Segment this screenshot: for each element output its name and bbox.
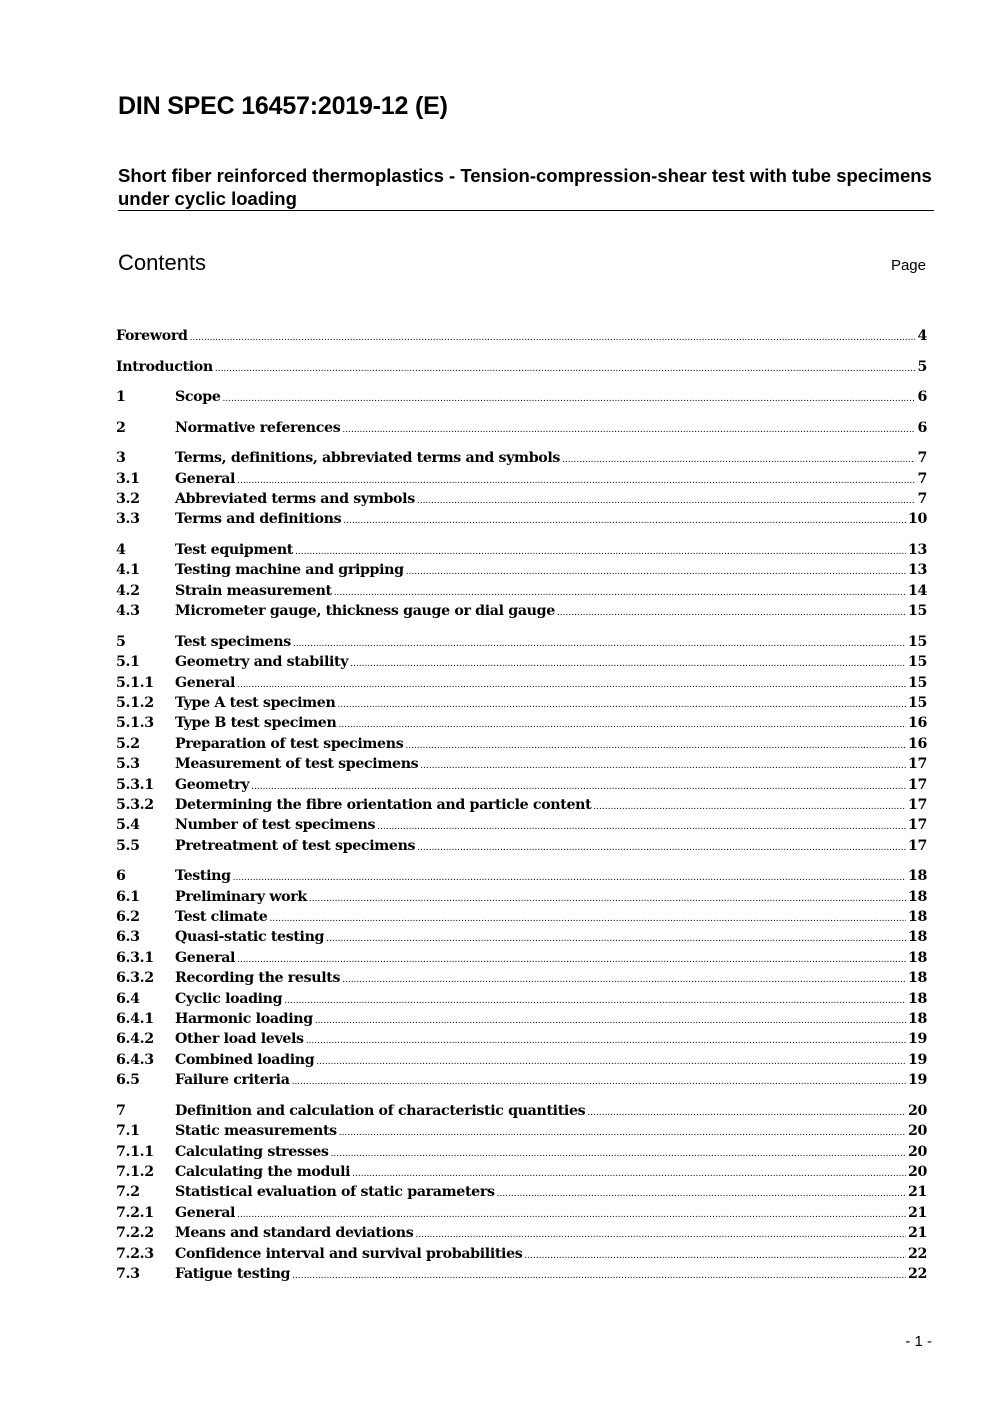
toc-entry-title: Pretreatment of test specimens xyxy=(175,837,416,854)
toc-entry-number: 7.2.1 xyxy=(116,1204,154,1221)
toc-entry-page: 19 xyxy=(907,1051,927,1068)
toc-entry[interactable] xyxy=(116,420,927,440)
toc-entry[interactable] xyxy=(116,389,927,409)
toc-entry-number: 3.2 xyxy=(116,491,140,508)
toc-entry-page: 20 xyxy=(907,1163,927,1180)
toc-entry-title: General xyxy=(175,949,236,966)
toc-dot-leader xyxy=(237,955,906,965)
toc-entry[interactable] xyxy=(116,1205,927,1225)
toc-dot-leader xyxy=(417,843,906,853)
table-of-contents xyxy=(116,328,927,1286)
toc-entry[interactable] xyxy=(116,817,927,837)
toc-dot-leader xyxy=(284,996,906,1006)
toc-entry-title: Calculating the moduli xyxy=(175,1163,351,1180)
toc-dot-leader xyxy=(315,1016,906,1026)
toc-entry[interactable] xyxy=(116,328,927,348)
toc-entry-title: Means and standard deviations xyxy=(175,1225,414,1242)
toc-entry-number: 3 xyxy=(116,450,126,467)
toc-dot-leader xyxy=(405,741,906,751)
toc-dot-leader xyxy=(338,720,906,730)
toc-entry-number: 6.4.3 xyxy=(116,1051,154,1068)
toc-entry-page: 16 xyxy=(907,735,927,752)
toc-entry[interactable] xyxy=(116,715,927,735)
toc-entry-page: 17 xyxy=(907,776,927,793)
toc-entry-title: Abbreviated terms and symbols xyxy=(175,491,415,508)
toc-entry-title: Type B test specimen xyxy=(175,715,337,732)
toc-entry-title: Test climate xyxy=(175,909,268,926)
toc-entry-page: 21 xyxy=(907,1204,927,1221)
toc-entry[interactable] xyxy=(116,889,927,909)
toc-entry[interactable] xyxy=(116,1052,927,1072)
toc-dot-leader xyxy=(406,567,906,577)
toc-dot-leader xyxy=(524,1251,906,1261)
toc-dot-leader xyxy=(190,333,916,343)
contents-heading: Contents xyxy=(118,250,207,275)
toc-dot-leader xyxy=(417,496,916,506)
toc-entry-number: 5 xyxy=(116,633,126,650)
toc-entry-title: Calculating stresses xyxy=(175,1143,329,1160)
toc-entry-page: 17 xyxy=(907,796,927,813)
toc-entry[interactable] xyxy=(116,1246,927,1266)
page-column-heading: Page xyxy=(890,257,926,274)
toc-dot-leader xyxy=(339,1128,906,1138)
toc-dot-leader xyxy=(420,761,906,771)
toc-dot-leader xyxy=(292,1271,906,1281)
toc-entry-title: Confidence interval and survival probabilities xyxy=(175,1245,523,1262)
toc-dot-leader xyxy=(306,1036,906,1046)
toc-entry[interactable] xyxy=(116,991,927,1011)
toc-dot-leader xyxy=(251,782,906,792)
toc-entry-number: 5.1.1 xyxy=(116,674,154,691)
toc-entry-page: 18 xyxy=(907,1011,927,1028)
toc-dot-leader xyxy=(342,975,906,985)
toc-entry-number: 2 xyxy=(116,419,126,436)
toc-entry-page: 16 xyxy=(907,715,927,732)
toc-entry[interactable] xyxy=(116,777,927,797)
title-divider xyxy=(118,210,934,211)
toc-entry-page: 10 xyxy=(907,511,927,528)
toc-dot-leader xyxy=(334,588,906,598)
toc-entry-title: Foreword xyxy=(116,328,188,344)
toc-entry-title: Test specimens xyxy=(175,633,291,650)
toc-entry-page: 18 xyxy=(907,970,927,987)
document-subtitle: Short fiber reinforced thermoplastics - Tension-compression-shear test with tube specimens under cyclic loading xyxy=(118,165,932,209)
toc-entry-page: 15 xyxy=(907,603,927,620)
toc-entry[interactable] xyxy=(116,797,927,817)
toc-entry-number: 7.1.1 xyxy=(116,1143,154,1160)
toc-entry-title: Scope xyxy=(175,389,221,406)
toc-entry-page: 18 xyxy=(907,888,927,905)
toc-dot-leader xyxy=(237,1210,906,1220)
toc-entry-page: 15 xyxy=(907,654,927,671)
toc-entry-page: 13 xyxy=(907,562,927,579)
toc-entry[interactable] xyxy=(116,868,927,888)
toc-dot-leader xyxy=(415,1230,906,1240)
toc-entry-number: 1 xyxy=(116,389,126,406)
toc-entry-number: 6.2 xyxy=(116,909,140,926)
toc-entry[interactable] xyxy=(116,929,927,949)
toc-entry-title: General xyxy=(175,674,236,691)
toc-entry-number: 6.3.2 xyxy=(116,970,154,987)
toc-entry-title: Quasi-static testing xyxy=(175,929,325,946)
toc-dot-leader xyxy=(343,516,906,526)
toc-entry-title: Test equipment xyxy=(175,542,294,559)
toc-dot-leader xyxy=(337,700,906,710)
toc-entry-number: 4.3 xyxy=(116,603,140,620)
toc-entry-page: 14 xyxy=(907,582,927,599)
toc-entry[interactable] xyxy=(116,1266,927,1286)
toc-dot-leader xyxy=(269,914,906,924)
toc-entry[interactable] xyxy=(116,1072,927,1092)
toc-entry-number: 6.1 xyxy=(116,888,140,905)
toc-entry-number: 5.4 xyxy=(116,817,140,834)
toc-entry-number: 6.4 xyxy=(116,990,140,1007)
toc-entry[interactable] xyxy=(116,970,927,990)
toc-entry-title: Normative references xyxy=(175,419,341,436)
toc-entry-number: 6.5 xyxy=(116,1072,140,1089)
toc-entry-page: 15 xyxy=(907,694,927,711)
toc-entry-title: Recording the results xyxy=(175,970,341,987)
toc-entry-number: 6.3 xyxy=(116,929,140,946)
toc-entry-title: Combined loading xyxy=(175,1051,315,1068)
toc-entry-page: 6 xyxy=(917,419,927,436)
toc-entry-title: Geometry and stability xyxy=(175,654,349,671)
toc-dot-leader xyxy=(497,1189,906,1199)
toc-entry-number: 7.2.2 xyxy=(116,1225,154,1242)
toc-entry-page: 20 xyxy=(907,1102,927,1119)
toc-entry-title: Preparation of test specimens xyxy=(175,735,404,752)
toc-entry-page: 18 xyxy=(907,990,927,1007)
toc-entry-page: 5 xyxy=(917,358,927,375)
toc-dot-leader xyxy=(350,659,906,669)
toc-entry-number: 4.1 xyxy=(116,562,140,579)
toc-entry-number: 7.3 xyxy=(116,1265,140,1282)
toc-entry[interactable] xyxy=(116,1225,927,1245)
toc-entry-number: 3.3 xyxy=(116,511,140,528)
toc-entry[interactable] xyxy=(116,491,927,511)
toc-entry-number: 5.3.2 xyxy=(116,796,154,813)
toc-entry-title: Preliminary work xyxy=(175,888,307,905)
toc-entry[interactable] xyxy=(116,838,927,858)
toc-entry-number: 5.3 xyxy=(116,756,140,773)
toc-entry-number: 6.3.1 xyxy=(116,949,154,966)
page-number-footer: - 1 - xyxy=(905,1333,932,1350)
toc-entry-number: 7.2 xyxy=(116,1184,140,1201)
toc-dot-leader xyxy=(237,680,906,690)
toc-entry-page: 17 xyxy=(907,817,927,834)
toc-entry-number: 5.1 xyxy=(116,654,140,671)
toc-dot-leader xyxy=(295,547,906,557)
toc-entry-title: Terms and definitions xyxy=(175,511,342,528)
toc-entry-title: Strain measurement xyxy=(175,582,332,599)
toc-dot-leader xyxy=(593,802,906,812)
toc-entry-number: 3.1 xyxy=(116,470,140,487)
toc-entry-title: Definition and calculation of characteristic quantities xyxy=(175,1102,586,1119)
toc-entry-number: 5.1.2 xyxy=(116,694,154,711)
toc-entry-page: 21 xyxy=(907,1184,927,1201)
toc-entry-title: General xyxy=(175,470,236,487)
toc-entry[interactable] xyxy=(116,675,927,695)
toc-dot-leader xyxy=(292,1077,906,1087)
toc-dot-leader xyxy=(309,894,906,904)
toc-entry-page: 22 xyxy=(907,1245,927,1262)
document-title: DIN SPEC 16457:2019-12 (E) xyxy=(118,92,448,120)
toc-entry-title: Determining the fibre orientation and particle content xyxy=(175,796,592,813)
toc-entry-number: 5.2 xyxy=(116,735,140,752)
toc-entry[interactable] xyxy=(116,1123,927,1143)
toc-entry-page: 7 xyxy=(917,450,927,467)
toc-entry[interactable] xyxy=(116,1031,927,1051)
toc-entry-title: Other load levels xyxy=(175,1031,304,1048)
toc-entry-page: 17 xyxy=(907,756,927,773)
toc-entry-number: 4.2 xyxy=(116,582,140,599)
toc-dot-leader xyxy=(233,873,906,883)
toc-entry-number: 4 xyxy=(116,542,126,559)
toc-dot-leader xyxy=(557,608,906,618)
toc-entry[interactable] xyxy=(116,542,927,562)
toc-entry-title: Fatigue testing xyxy=(175,1265,291,1282)
toc-dot-leader xyxy=(377,822,906,832)
toc-entry[interactable] xyxy=(116,654,927,674)
toc-dot-leader xyxy=(562,455,915,465)
toc-entry-page: 19 xyxy=(907,1031,927,1048)
toc-entry[interactable] xyxy=(116,1164,927,1184)
toc-entry-page: 4 xyxy=(917,328,927,344)
toc-entry-page: 7 xyxy=(917,470,927,487)
toc-entry-page: 18 xyxy=(907,868,927,885)
toc-entry-page: 18 xyxy=(907,949,927,966)
toc-entry-title: Micrometer gauge, thickness gauge or dial gauge xyxy=(175,603,555,620)
toc-entry[interactable] xyxy=(116,511,927,531)
toc-entry[interactable] xyxy=(116,950,927,970)
toc-dot-leader xyxy=(326,934,906,944)
toc-entry-page: 18 xyxy=(907,909,927,926)
toc-entry-page: 20 xyxy=(907,1143,927,1160)
toc-entry-page: 7 xyxy=(917,491,927,508)
toc-entry-page: 17 xyxy=(907,837,927,854)
toc-entry-number: 6 xyxy=(116,868,126,885)
toc-entry-number: 6.4.1 xyxy=(116,1011,154,1028)
toc-entry-title: Harmonic loading xyxy=(175,1011,313,1028)
toc-entry[interactable] xyxy=(116,1011,927,1031)
toc-entry-title: Terms, definitions, abbreviated terms and symbols xyxy=(175,450,561,467)
toc-entry-page: 18 xyxy=(907,929,927,946)
toc-entry[interactable] xyxy=(116,1184,927,1204)
toc-dot-leader xyxy=(352,1169,906,1179)
toc-entry-number: 7.2.3 xyxy=(116,1245,154,1262)
toc-dot-leader xyxy=(293,639,906,649)
toc-entry[interactable] xyxy=(116,359,927,379)
toc-dot-leader xyxy=(316,1057,906,1067)
toc-entry-number: 6.4.2 xyxy=(116,1031,154,1048)
toc-entry-title: Failure criteria xyxy=(175,1072,290,1089)
toc-entry-title: Introduction xyxy=(116,358,213,375)
toc-entry-number: 7.1 xyxy=(116,1123,140,1140)
toc-entry[interactable] xyxy=(116,695,927,715)
toc-entry-page: 21 xyxy=(907,1225,927,1242)
toc-entry-number: 5.1.3 xyxy=(116,715,154,732)
toc-dot-leader xyxy=(223,394,916,404)
toc-entry-title: Geometry xyxy=(175,776,250,793)
toc-entry[interactable] xyxy=(116,756,927,776)
toc-entry-title: Number of test specimens xyxy=(175,817,376,834)
toc-entry[interactable] xyxy=(116,909,927,929)
toc-entry-number: 5.5 xyxy=(116,837,140,854)
toc-entry-page: 6 xyxy=(917,389,927,406)
toc-dot-leader xyxy=(342,425,915,435)
toc-entry-title: Testing machine and gripping xyxy=(175,562,404,579)
toc-entry-title: Measurement of test specimens xyxy=(175,756,419,773)
toc-entry-page: 13 xyxy=(907,542,927,559)
toc-entry[interactable] xyxy=(116,583,927,603)
toc-entry-page: 19 xyxy=(907,1072,927,1089)
toc-entry[interactable] xyxy=(116,634,927,654)
toc-entry-page: 20 xyxy=(907,1123,927,1140)
toc-entry-title: Testing xyxy=(175,868,231,885)
toc-dot-leader xyxy=(237,476,915,486)
toc-entry-number: 5.3.1 xyxy=(116,776,154,793)
toc-entry-title: General xyxy=(175,1204,236,1221)
toc-entry[interactable] xyxy=(116,471,927,491)
toc-dot-leader xyxy=(587,1108,906,1118)
toc-entry-title: Cyclic loading xyxy=(175,990,283,1007)
toc-entry-number: 7.1.2 xyxy=(116,1163,154,1180)
toc-entry[interactable] xyxy=(116,736,927,756)
toc-entry-page: 22 xyxy=(907,1265,927,1282)
toc-entry[interactable] xyxy=(116,1144,927,1164)
toc-entry-title: Type A test specimen xyxy=(175,694,336,711)
toc-entry[interactable] xyxy=(116,562,927,582)
toc-entry-title: Statistical evaluation of static parameters xyxy=(175,1184,495,1201)
toc-entry-number: 7 xyxy=(116,1102,126,1119)
toc-entry[interactable] xyxy=(116,450,927,470)
toc-dot-leader xyxy=(331,1149,906,1159)
toc-entry[interactable] xyxy=(116,1103,927,1123)
toc-entry-page: 15 xyxy=(907,674,927,691)
toc-dot-leader xyxy=(215,364,916,374)
toc-entry-page: 15 xyxy=(907,633,927,650)
toc-entry[interactable] xyxy=(116,603,927,623)
toc-entry-title: Static measurements xyxy=(175,1123,337,1140)
